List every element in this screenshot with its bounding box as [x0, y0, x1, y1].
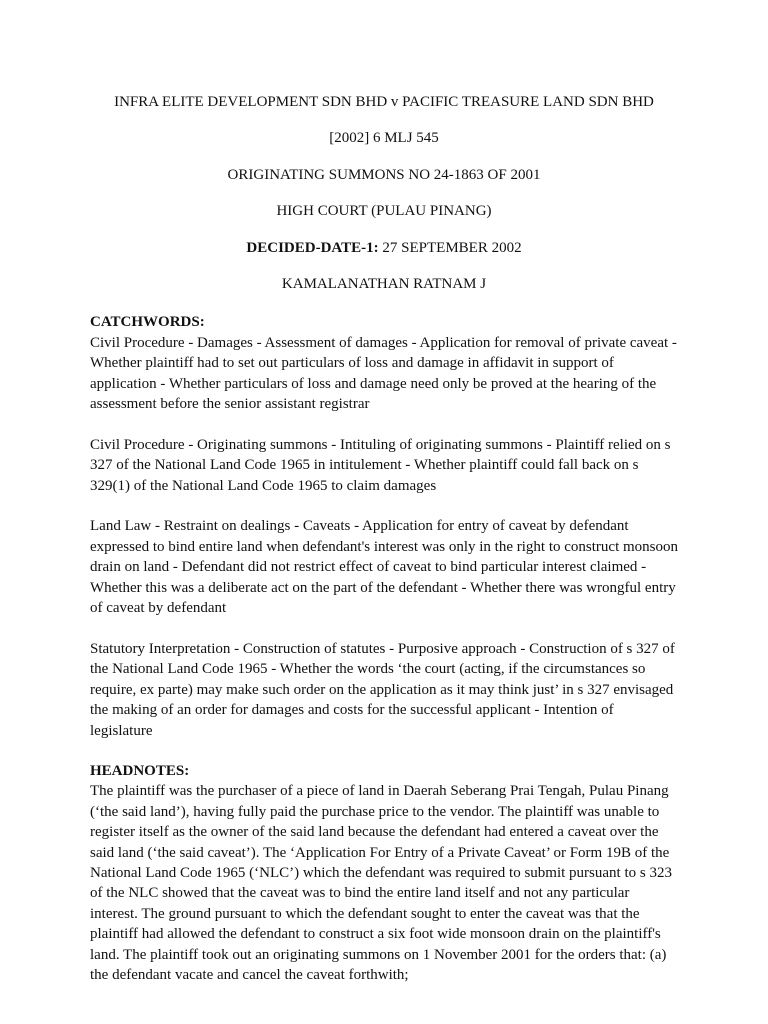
catchword-paragraph: Statutory Interpretation - Construction of statutes - Purposive approach - Construction of s 327 of the National Land Code 1965 - Whether the words ‘the court (acting, if the circumstances so require, ex parte) may make such order on the application as it may think just’ in s 327 envisaged the making of an order for damages and costs for the successful applicant - Intention of legislature	[90, 640, 675, 739]
catchwords-heading: CATCHWORDS:	[90, 314, 205, 331]
catchword-paragraph: Civil Procedure - Damages - Assessment of damages - Application for removal of private caveat - Whether plaintiff had to set out particulars of loss and damage in affidavit in support of application - Whether particulars of loss and damage need only be proved at the hearing of the assessment before the senior assistant registrar	[90, 334, 677, 413]
decided-date-value: 27 SEPTEMBER 2002	[378, 239, 522, 256]
case-title: INFRA ELITE DEVELOPMENT SDN BHD v PACIFIC TREASURE LAND SDN BHD	[114, 94, 654, 110]
headnote-paragraph: The plaintiff was the purchaser of a piece of land in Daerah Seberang Prai Tengah, Pulau Pinang (‘the said land’), having fully paid the purchase price to the vendor. The plaintiff was unable to register itself as the owner of the said land because the defendant had entered a caveat over the said land (‘the said caveat’). The ‘Application For Entry of a Private Caveat’ or Form 19B of the National Land Code 1965 (‘NLC’) which the defendant was required to submit pursuant to s 323 of the NLC showed that the caveat was to bind the entire land itself and not any particular interest. The ground pursuant to which the defendant sought to enter the caveat was that the plaintiff had allowed the defendant to construct a six foot wide monsoon drain on the plaintiff's land. The plaintiff took out an originating summons on 1 November 2001 for the orders that: (a) the defendant vacate and cancel the caveat forthwith;	[90, 783, 672, 983]
catchword-paragraph: Land Law - Restraint on dealings - Caveats - Application for entry of caveat by defendant expressed to bind entire land when defendant's interest was only in the right to construct monsoon drain on land - Defendant did not restrict effect of caveat to bind particular interest claimed - Whether this was a deliberate act on the part of the defendant - Whether there was wrongful entry of caveat by defendant	[90, 518, 678, 617]
decided-date-label: DECIDED-DATE-1:	[246, 239, 379, 256]
summons-number: ORIGINATING SUMMONS NO 24-1863 OF 2001	[227, 166, 541, 183]
judge-name: KAMALANATHAN RATNAM J	[281, 276, 487, 293]
citation: [2002] 6 MLJ 545	[329, 130, 439, 147]
decided-date	[90, 238, 678, 258]
headnotes-heading: HEADNOTES:	[90, 762, 190, 779]
catchword-paragraph: Civil Procedure - Originating summons - Intituling of originating summons - Plaintiff relied on s 327 of the National Land Code 1965 in intitulement - Whether plaintiff could fall back on s 329(1) of the National Land Code 1965 to claim damages	[90, 436, 671, 494]
court-name: HIGH COURT (PULAU PINANG)	[276, 203, 492, 220]
